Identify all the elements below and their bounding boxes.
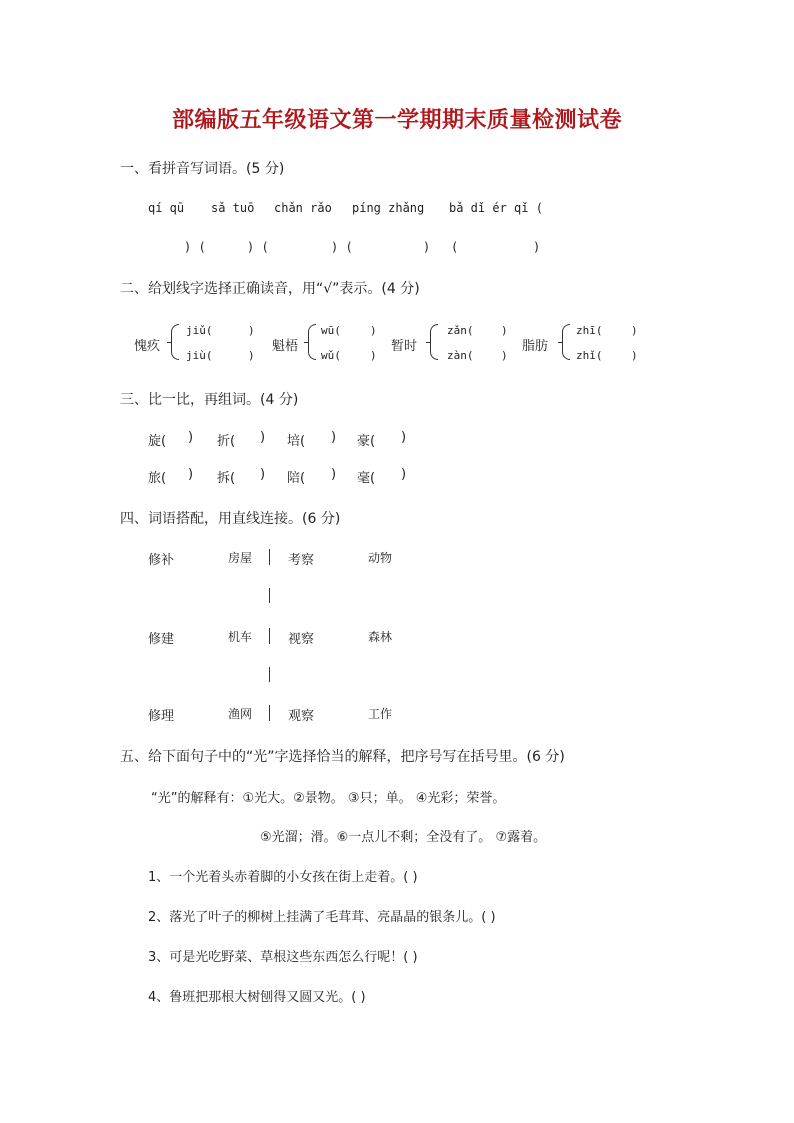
paren-close: ) (371, 324, 376, 337)
pinyin-option[interactable]: jiù( (186, 349, 213, 362)
match-word[interactable]: 森林 (368, 630, 393, 644)
match-word[interactable]: 修补 (148, 553, 175, 568)
match-word[interactable]: 修理 (148, 709, 175, 724)
pinyin-option[interactable]: zǎn( (447, 324, 474, 337)
brace-icon (430, 324, 438, 360)
paren-close: ) (331, 430, 337, 445)
match-word[interactable]: 房屋 (228, 551, 253, 565)
divider-line (269, 705, 270, 721)
paren-close: ) (260, 430, 266, 445)
pinyin-option[interactable]: wǔ( (321, 349, 341, 362)
question-item: 4、鲁班把那根大树刨得又圆又光。( ) (148, 990, 366, 1005)
paren-close: ) (502, 349, 507, 362)
answer-blank[interactable]: ) ( (184, 240, 206, 254)
match-word[interactable]: 机车 (228, 630, 253, 644)
paren-close: ) (632, 349, 637, 362)
section-1-heading: 一、看拼音写词语。(5 分) (120, 161, 285, 177)
compare-char: 拆( (217, 471, 236, 486)
word-4: 脂肪 (522, 339, 549, 354)
question-item: 3、可是光吃野菜、草根这些东西怎么行呢！( ) (148, 950, 418, 965)
pinyin-option[interactable]: jiǔ( (186, 324, 213, 337)
paren-close: ) (188, 467, 194, 482)
explanation-line-2: ⑤光溜；滑。⑥一点儿不剩；全没有了。 ⑦露着。 (260, 830, 547, 845)
answer-blank[interactable]: ) ( (331, 240, 353, 254)
pinyin-3: chǎn rǎo (274, 201, 332, 215)
compare-char: 旋( (148, 434, 167, 449)
paren-close: ) (401, 430, 407, 445)
divider-line (269, 549, 270, 565)
explanation-line-1: “光”的解释有：①光大。②景物。 ③只；单。 ④光彩；荣誉。 (151, 791, 506, 806)
match-word[interactable]: 工作 (368, 707, 393, 721)
section-3-heading: 三、比一比，再组词。(4 分) (120, 392, 299, 408)
brace-icon (171, 324, 179, 360)
pinyin-2: sǎ tuō (211, 201, 255, 215)
section-4-heading: 四、词语搭配，用直线连接。(6 分) (120, 511, 341, 527)
word-2: 魁梧 (272, 339, 299, 354)
paren-close: ) (502, 324, 507, 337)
pinyin-5: bǎ dǐ ér qǐ ( (449, 201, 543, 215)
word-3: 暂时 (391, 339, 418, 354)
compare-char: 毫( (357, 471, 376, 486)
question-item: 2、落光了叶子的柳树上挂满了毛茸茸、亮晶晶的银条儿。( ) (148, 910, 496, 925)
section-2-heading: 二、给划线字选择正确读音，用“√”表示。(4 分) (120, 281, 420, 297)
brace-icon (308, 324, 316, 360)
compare-char: 折( (217, 434, 236, 449)
paren-close: ) (371, 349, 376, 362)
divider-line (269, 667, 270, 682)
answer-blank[interactable]: ) (533, 240, 541, 254)
paren-close: ) (260, 467, 266, 482)
paren-close: ) (632, 324, 637, 337)
answer-blank[interactable]: ) (423, 240, 431, 254)
match-word[interactable]: 动物 (368, 551, 393, 565)
section-5-heading: 五、给下面句子中的“光”字选择恰当的解释，把序号写在括号里。(6 分) (120, 749, 565, 765)
pinyin-option[interactable]: wū( (321, 324, 341, 337)
compare-char: 培( (287, 434, 306, 449)
paren-close: ) (249, 324, 254, 337)
pinyin-4: píng zhǎng (352, 201, 425, 215)
word-1: 愧疚 (134, 339, 161, 354)
pinyin-option[interactable]: zhī( (576, 324, 603, 337)
pinyin-option[interactable]: zàn( (447, 349, 474, 362)
divider-line (269, 588, 270, 603)
match-word[interactable]: 修建 (148, 632, 175, 647)
compare-char: 豪( (357, 434, 376, 449)
paren-close: ) (188, 430, 194, 445)
match-word[interactable]: 视察 (288, 632, 315, 647)
pinyin-1: qí qū (148, 201, 185, 215)
page-title: 部编版五年级语文第一学期期末质量检测试卷 (171, 107, 622, 133)
compare-char: 陪( (287, 471, 306, 486)
paren-close: ) (249, 349, 254, 362)
match-word[interactable]: 考察 (288, 553, 315, 568)
answer-blank[interactable]: ) ( (247, 240, 269, 254)
question-item: 1、一个光着头赤着脚的小女孩在街上走着。( ) (148, 870, 418, 885)
match-word[interactable]: 渔网 (228, 707, 253, 721)
paren-close: ) (401, 467, 407, 482)
compare-char: 旅( (148, 471, 167, 486)
brace-icon (562, 324, 570, 360)
pinyin-option[interactable]: zhǐ( (576, 349, 603, 362)
divider-line (269, 628, 270, 644)
paren-close: ) (331, 467, 337, 482)
answer-blank[interactable]: ( (451, 240, 459, 254)
match-word[interactable]: 观察 (288, 709, 315, 724)
